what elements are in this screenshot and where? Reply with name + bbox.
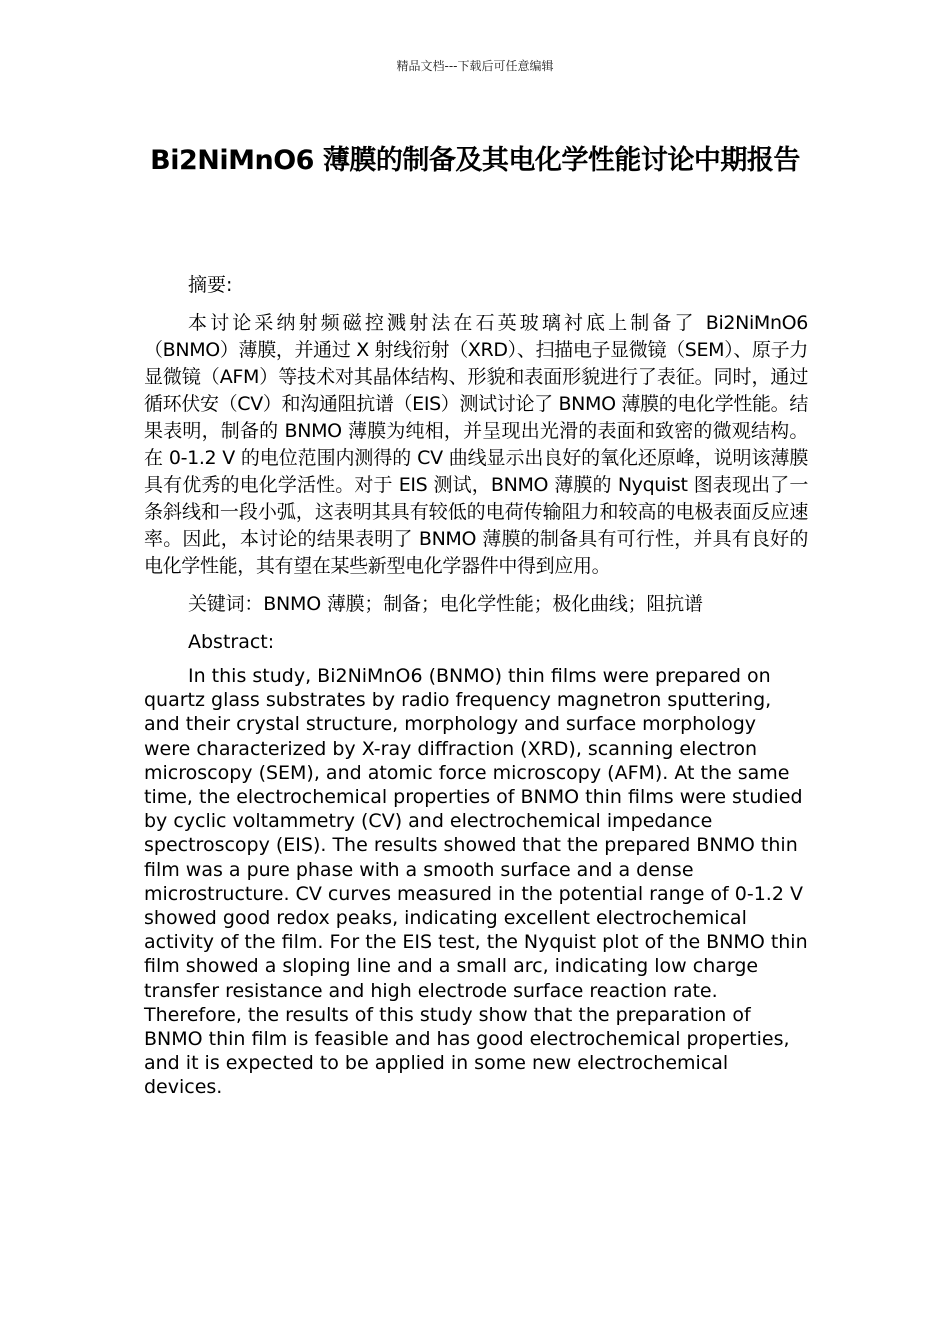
- document-title: Bi2NiMnO6 薄膜的制备及其电化学性能讨论中期报告: [150, 145, 800, 176]
- abstract-en-label: Abstract:: [188, 631, 275, 653]
- header-note: 精品文档---下载后可任意编辑: [396, 59, 554, 73]
- abstract-zh-label: 摘要:: [188, 274, 233, 296]
- abstract-zh-body: 本讨论采纳射频磁控溅射法在石英玻璃衬底上制备了 Bi2NiMnO6（BNMO）薄膜，并通过 X 射线衍射（XRD）、扫描电子显微镜（SEM）、原子力显微镜（AFM）等技术对其晶体结构、形貌和表面形貌进行了表征。同时，通过循环伏安（CV）和沟通阻抗谱（EIS）测试讨论了 BNMO 薄膜的电化学性能。结果表明，制备的 BNMO 薄膜为纯相，并呈现出光滑的表面和致密的微观结构。在 0-1.2 V 的电位范围内测得的 CV 曲线显示出良好的氧化还原峰，说明该薄膜具有优秀的电化学活性。对于 EIS 测试，BNMO 薄膜的 Nyquist 图表现出了一条斜线和一段小弧，这表明其具有较低的电荷传输阻力和较高的电极表面反应速率。因此，本讨论的结果表明了 BNMO 薄膜的制备具有可行性，并具有良好的电化学性能，其有望在某些新型电化学器件中得到应用。: [144, 312, 808, 577]
- document-body: [144, 272, 808, 1100]
- abstract-en-body: In this study, Bi2NiMnO6 (BNMO) thin films were prepared on quartz glass substrates by radio frequency magnetron sputtering, and their crystal structure, morphology and surface morphology were characterized by X-ray diffraction (XRD), scanning electron microscopy (SEM), and atomic force microscopy (AFM). At the same time, the electrochemical properties of BNMO thin films were studied by cyclic voltammetry (CV) and electrochemical impedance spectroscopy (EIS). The results showed that the prepared BNMO thin film was a pure phase with a smooth surface and a dense microstructure. CV curves measured in the potential range of 0-1.2 V showed good redox peaks, indicating excellent electrochemical activity of the film. For the EIS test, the Nyquist plot of the BNMO thin film showed a sloping line and a small arc, indicating low charge transfer resistance and high electrode surface reaction rate. Therefore, the results of this study show that the preparation of BNMO thin film is feasible and has good electrochemical properties, and it is expected to be applied in some new electrochemical devices.: [144, 665, 808, 1099]
- keywords-zh: 关键词：BNMO 薄膜；制备；电化学性能；极化曲线；阻抗谱: [188, 593, 703, 615]
